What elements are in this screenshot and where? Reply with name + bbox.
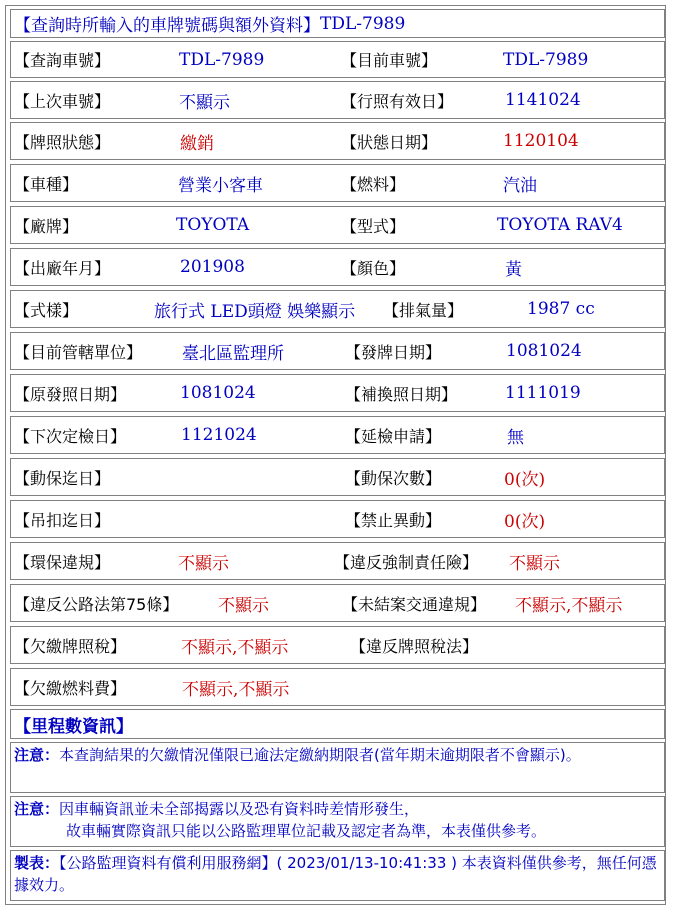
row-label-right: 【顏色】 bbox=[341, 258, 406, 278]
row-manufacture-date bbox=[10, 248, 665, 286]
row-label-right: 【行照有效日】 bbox=[341, 91, 454, 111]
row-value-left: 旅行式 LED頭燈 娛樂顯示 bbox=[154, 301, 356, 322]
report-footer-text: 【公路監理資料有償利用服務網】( 2023/01/13-10:41:33 ) 本表資料僅供參考，無任何憑據效力。 bbox=[14, 854, 657, 894]
row-label-right: 【型式】 bbox=[341, 216, 406, 236]
row-value-left: 201908 bbox=[180, 257, 245, 277]
row-value-left: 臺北區監理所 bbox=[182, 343, 284, 364]
row-value-right: TOYOTA RAV4 bbox=[497, 215, 623, 235]
row-value-right: 1081024 bbox=[506, 341, 582, 361]
row-next-inspection bbox=[10, 416, 665, 454]
row-label-left: 【下次定檢日】 bbox=[14, 426, 127, 446]
row-value-right: TDL-7989 bbox=[503, 49, 589, 70]
note-disclaimer-line2: 故車輛實際資訊只能以公路監理單位記載及認定者為準，本表僅供參考。 bbox=[66, 822, 547, 840]
row-label-right: 【目前車號】 bbox=[341, 51, 438, 70]
row-suspension bbox=[10, 500, 665, 538]
row-jurisdiction bbox=[10, 332, 665, 370]
row-body-style bbox=[10, 290, 665, 328]
row-value-left: 不顯示,不顯示 bbox=[182, 679, 290, 700]
row-value-right: 無 bbox=[507, 427, 524, 448]
row-value-right: 0(次) bbox=[504, 511, 546, 532]
report-footer bbox=[10, 850, 665, 901]
row-vehicle-type bbox=[10, 164, 665, 202]
mileage-section bbox=[10, 709, 665, 739]
row-previous-plate bbox=[10, 81, 665, 119]
row-value-right: 黃 bbox=[505, 259, 522, 280]
row-unpaid-fuel-fee bbox=[10, 668, 665, 706]
row-label-right: 【發牌日期】 bbox=[345, 342, 442, 362]
note-disclaimer-label: 注意： bbox=[14, 800, 60, 818]
row-label-left: 【式樣】 bbox=[14, 300, 79, 320]
row-label-left: 【違反公路法第75條】 bbox=[14, 594, 179, 614]
row-value-right: 不顯示,不顯示 bbox=[515, 595, 623, 616]
row-label-left: 【目前管轄單位】 bbox=[14, 342, 143, 362]
row-label-left: 【廠牌】 bbox=[14, 216, 79, 236]
row-label-left: 【動保迄日】 bbox=[14, 468, 111, 488]
row-label-right: 【燃料】 bbox=[341, 174, 406, 194]
row-highway-act-violation bbox=[10, 584, 665, 622]
row-environmental-violation bbox=[10, 542, 665, 580]
report-footer-label: 製表： bbox=[14, 854, 60, 872]
query-header-title bbox=[14, 10, 405, 37]
row-label-left: 【欠繳燃料費】 bbox=[14, 678, 127, 698]
row-label-right: 【補換照日期】 bbox=[345, 384, 458, 404]
query-header bbox=[10, 9, 665, 38]
row-unpaid-license-tax bbox=[10, 626, 665, 664]
note-overdue-label: 注意： bbox=[14, 746, 60, 764]
row-value-left: 1121024 bbox=[181, 425, 257, 445]
row-value-left: 不顯示 bbox=[218, 595, 269, 616]
row-value-left: 不顯示,不顯示 bbox=[181, 637, 289, 658]
row-plate-status bbox=[10, 122, 665, 160]
row-label-left: 【牌照狀態】 bbox=[14, 132, 111, 152]
note-overdue bbox=[10, 742, 665, 793]
mileage-title: 【里程數資訊】 bbox=[14, 716, 133, 737]
row-label-right: 【排氣量】 bbox=[383, 300, 464, 320]
row-label-left: 【出廠年月】 bbox=[14, 258, 111, 278]
row-license-issue-date bbox=[10, 374, 665, 412]
row-label-right: 【違反強制責任險】 bbox=[334, 552, 479, 572]
row-value-left: TOYOTA bbox=[176, 215, 250, 235]
row-value-left: 1081024 bbox=[180, 383, 256, 403]
row-label-left: 【原發照日期】 bbox=[14, 384, 127, 404]
note-disclaimer-line1: 因車輛資訊並未全部揭露以及恐有資料時差情形發生， bbox=[59, 800, 420, 818]
row-label-left: 【車種】 bbox=[14, 174, 79, 194]
row-label-right: 【延檢申請】 bbox=[345, 426, 442, 446]
row-value-left: 不顯示 bbox=[178, 553, 229, 574]
row-label-right: 【狀態日期】 bbox=[341, 132, 438, 152]
row-label-right: 【禁止異動】 bbox=[345, 510, 442, 530]
row-value-left: 營業小客車 bbox=[178, 175, 263, 196]
row-value-right: 1141024 bbox=[505, 90, 581, 110]
row-value-right: 汽油 bbox=[503, 175, 537, 196]
row-brand bbox=[10, 206, 665, 244]
row-value-left: TDL-7989 bbox=[179, 49, 265, 70]
row-label-left: 【查詢車號】 bbox=[14, 51, 111, 70]
row-label-left: 【欠繳牌照稅】 bbox=[14, 636, 127, 656]
row-value-left: 繳銷 bbox=[180, 133, 214, 154]
note-overdue-text: 本查詢結果的欠繳情況僅限已逾法定繳納期限者(當年期末逾期限者不會顯示)。 bbox=[59, 746, 581, 764]
row-label-right: 【違反牌照稅法】 bbox=[350, 636, 479, 656]
note-disclaimer bbox=[10, 796, 665, 847]
query-header-prefix: 【查詢時所輸入的車牌號碼與額外資料】 bbox=[14, 16, 320, 36]
row-plate bbox=[10, 41, 665, 78]
row-value-right: 0(次) bbox=[504, 469, 546, 490]
row-label-left: 【環保違規】 bbox=[14, 552, 111, 572]
row-value-right: 1987 cc bbox=[527, 299, 595, 319]
row-label-left: 【吊扣迄日】 bbox=[14, 510, 111, 530]
row-value-right: 1120104 bbox=[503, 131, 579, 151]
row-value-left: 不顯示 bbox=[179, 92, 230, 113]
row-value-right: 不顯示 bbox=[509, 553, 560, 574]
row-label-right: 【未結案交通違規】 bbox=[342, 594, 487, 614]
row-value-right: 1111019 bbox=[505, 383, 581, 403]
row-chattel-mortgage bbox=[10, 458, 665, 496]
row-label-left: 【上次車號】 bbox=[14, 91, 111, 111]
row-label-right: 【動保次數】 bbox=[345, 468, 442, 488]
query-header-plate: TDL-7989 bbox=[320, 13, 406, 34]
